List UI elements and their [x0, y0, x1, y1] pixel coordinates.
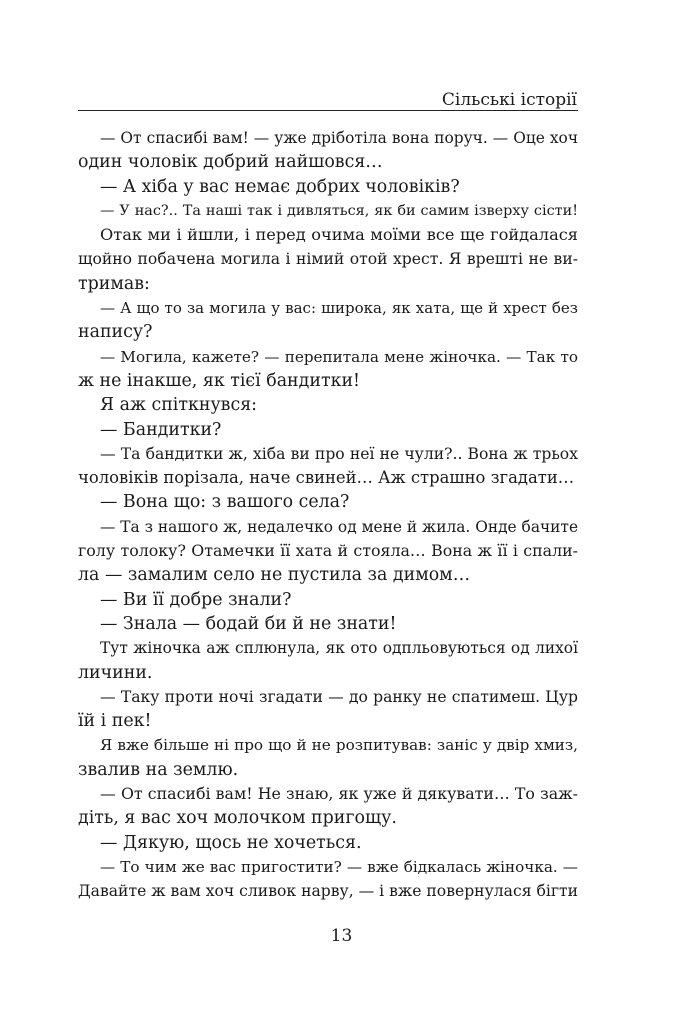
- text-line: щойно побачена могила і німий отой хрест. Я врешті не ви-: [78, 250, 578, 269]
- text-line: голу толоку? Отамечки її хата й стояла… Вона ж її і спали-: [78, 541, 578, 561]
- text-line: ла — замалим село не пустила за димом…: [78, 565, 471, 586]
- text-line: тримав:: [78, 273, 150, 294]
- text-line: напису?: [78, 322, 153, 343]
- page-number: 13: [330, 926, 353, 946]
- text-line: — От спасибі вам! Не знаю, як уже й дякувати… То заж-: [100, 784, 578, 804]
- text-line: — Вона що: з вашого села?: [100, 492, 350, 513]
- body-text: [78, 126, 578, 904]
- text-line: Отак ми і йшли, і перед очима моїми все ще гойдалася: [100, 225, 578, 245]
- text-line: Тут жіночка аж сплюнула, як ото одпльовуються од лихої: [100, 639, 578, 658]
- text-line: діть, я вас хоч молочком пригощу.: [78, 808, 397, 829]
- text-line: ж не інакше, як тієї бандитки!: [78, 370, 361, 391]
- text-line: звалив на землю.: [78, 759, 239, 780]
- text-line: Я вже більше ні про що й не розпитував: заніс у двір хмиз,: [100, 736, 578, 755]
- text-line: Я аж спіткнувся:: [100, 395, 258, 416]
- text-line: — Та з нашого ж, недалечко од мене й жила. Онде бачите: [100, 517, 579, 536]
- text-line: — То чим же вас пригостити? — вже бідкалась жіночка. —: [100, 857, 578, 876]
- text-line: — Бандитки?: [100, 419, 222, 440]
- text-line: — Дякую, щось не хочеться.: [100, 832, 362, 853]
- text-line: — А що то за могила у вас: широка, як хата, ще й хрест без: [100, 299, 578, 318]
- text-line: Давайте ж вам хоч сливок нарву, — і вже повернулася бігти: [78, 882, 579, 901]
- text-line: — Ви її добре знали?: [100, 589, 292, 610]
- text-line: — А хіба у вас немає добрих чоловіків?: [100, 176, 460, 197]
- text-line: личини.: [78, 662, 153, 683]
- text-line: чоловіків порізала, наче свиней… Аж страшно згадати…: [78, 468, 575, 488]
- text-line: — Могила, кажете? — перепитала мене жіночка. — Так то: [100, 347, 578, 366]
- text-line: — Та бандитки ж, хіба ви про неї не чули?.. Вона ж трьох: [100, 444, 578, 463]
- text-line: — У нас?.. Та наші так і дивляться, як би самим ізверху сісти!: [100, 202, 578, 219]
- text-line: — Таку проти ночі згадати — до ранку не спатимеш. Цур: [100, 687, 578, 706]
- text-line: один чоловік добрий найшовся…: [78, 152, 383, 173]
- header-rule: [78, 110, 578, 111]
- text-line: — От спасибі вам! — уже дріботіла вона поруч. — Оце хоч: [100, 129, 578, 147]
- running-head: Сільські історії: [441, 90, 577, 110]
- text-line: їй і пек!: [78, 711, 152, 732]
- text-line: — Знала — бодай би й не знати!: [100, 613, 397, 634]
